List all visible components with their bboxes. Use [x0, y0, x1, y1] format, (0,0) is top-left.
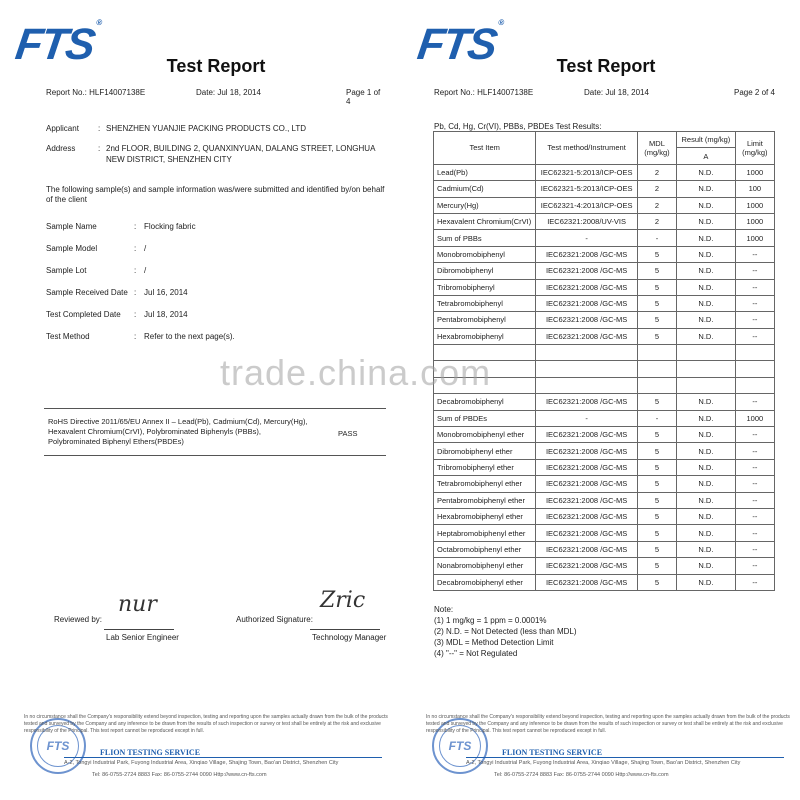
- cell-mdl: 5: [637, 558, 676, 574]
- conclusion-text: RoHS Directive 2011/65/EU Annex II – Lead(Pb), Cadmium(Cd), Mercury(Hg), Hexavalent Chromium(CrVI), Polybrominated Biphenyls (PBBs), Polybrominated Biphenyl Ethers(PBDEs): [48, 417, 308, 446]
- sample-field-row: [46, 309, 386, 321]
- authorizer-title: Technology Manager: [312, 633, 387, 642]
- sample-field-colon: :: [134, 288, 137, 297]
- cell-result: N.D.: [677, 541, 736, 557]
- table-row: [434, 541, 775, 557]
- cell-mdl: 5: [637, 279, 676, 295]
- company-seal: FTS: [30, 718, 86, 774]
- authorized-label: Authorized Signature:: [236, 615, 313, 624]
- table-row: [434, 197, 775, 213]
- sample-field-label: Sample Lot: [46, 266, 87, 275]
- cell-test-item: Octabromobiphenyl ether: [434, 541, 536, 557]
- cell-limit: --: [735, 328, 774, 344]
- report-page-1: [0, 0, 392, 800]
- table-row: [434, 230, 775, 246]
- cell-result: N.D.: [677, 263, 736, 279]
- address-value: 2nd FLOOR, BUILDING 2, QUANXINYUAN, DALANG STREET, LONGHUA NEW DISTRICT, SHENZHEN CITY: [106, 144, 375, 164]
- cell-result: N.D.: [677, 394, 736, 410]
- applicant-value: SHENZHEN YUANJIE PACKING PRODUCTS CO., LTD: [106, 124, 307, 133]
- applicant-row: Applicant : SHENZHEN YUANJIE PACKING PRODUCTS CO., LTD: [46, 123, 386, 135]
- table-row: [434, 181, 775, 197]
- cell-result: N.D.: [677, 492, 736, 508]
- cell-method: IEC62321:2008 /GC-MS: [536, 459, 637, 475]
- sample-field-colon: :: [134, 222, 137, 231]
- cell-method: IEC62321:2008 /GC-MS: [536, 295, 637, 311]
- footer-brand: FLION TESTING SERVICE: [100, 748, 201, 757]
- reviewer-signature-line: [104, 629, 174, 630]
- cell-limit: 100: [735, 181, 774, 197]
- authorizer-signature-line: [310, 629, 380, 630]
- col-limit: Limit (mg/kg): [735, 132, 774, 165]
- cell-result: N.D.: [677, 443, 736, 459]
- cell-mdl: 5: [637, 459, 676, 475]
- cell-result: N.D.: [677, 427, 736, 443]
- sample-field-label: Test Method: [46, 332, 90, 341]
- cell-mdl: -: [637, 230, 676, 246]
- cell-method: IEC62321:2008 /GC-MS: [536, 574, 637, 590]
- sample-field-label: Test Completed Date: [46, 310, 121, 319]
- sample-field-value: Jul 16, 2014: [144, 288, 188, 297]
- cell-test-item: Tribromobiphenyl ether: [434, 459, 536, 475]
- cell-test-item: Tetrabromobiphenyl: [434, 295, 536, 311]
- cell-method: IEC62321:2008 /GC-MS: [536, 508, 637, 524]
- cell-method: IEC62321:2008 /GC-MS: [536, 541, 637, 557]
- notes-block: [434, 604, 577, 659]
- col-mdl: MDL (mg/kg): [637, 132, 676, 165]
- cell-method: IEC62321:2008 /GC-MS: [536, 279, 637, 295]
- cell-test-item: Lead(Pb): [434, 164, 536, 180]
- footer-contact: Tel: 86-0755-2724 8883 Fax: 86-0755-2744 0090 Http://www.cn-fts.com: [92, 772, 267, 778]
- cell-method: IEC62321-5:2013/ICP-OES: [536, 164, 637, 180]
- cell-method: IEC62321:2008 /GC-MS: [536, 312, 637, 328]
- cell-method: [536, 377, 637, 393]
- cell-limit: --: [735, 279, 774, 295]
- cell-result: N.D.: [677, 164, 736, 180]
- disclaimer-text: In no circumstance shall the Company's responsibility extend beyond inspection, testing and reporting upon the samples actually drawn from the bulk of the products tested and surveyed by the Company and any inference to be drawn from the results of such inspection or survey or test shall be entirely at the risk and exclusive responsibility of the Principal. This test report cannot be reproduced except in full.: [426, 714, 790, 734]
- company-seal: FTS: [432, 718, 488, 774]
- address-label: Address: [46, 144, 76, 153]
- cell-test-item: Heptabromobiphenyl ether: [434, 525, 536, 541]
- cell-result: N.D.: [677, 574, 736, 590]
- footer-brand: FLION TESTING SERVICE: [502, 748, 603, 757]
- cell-method: IEC62321:2008 /GC-MS: [536, 443, 637, 459]
- table-row: [434, 410, 775, 426]
- cell-limit: --: [735, 525, 774, 541]
- sample-field-colon: :: [134, 310, 137, 319]
- page-title: Test Report: [166, 56, 266, 76]
- sample-field-row: [46, 221, 386, 233]
- cell-mdl: 5: [637, 476, 676, 492]
- report-number: Report No.: HLF14007138E: [46, 88, 146, 97]
- cell-test-item: Sum of PBBs: [434, 230, 536, 246]
- sample-field-value: Flocking fabric: [144, 222, 196, 231]
- footer-rule: [466, 757, 784, 758]
- cell-result: [677, 361, 736, 377]
- cell-result: [677, 377, 736, 393]
- cell-mdl: 5: [637, 328, 676, 344]
- cell-method: IEC62321:2008 /GC-MS: [536, 427, 637, 443]
- report-date: Date: Jul 18, 2014: [196, 88, 261, 97]
- disclaimer-text: In no circumstance shall the Company's responsibility extend beyond inspection, testing and reporting upon the samples actually drawn from the bulk of the products tested and surveyed by the Company and any inference to be drawn from the results of such inspection or survey or test shall be entirely at the risk and exclusive responsibility of the Principal. This test report cannot be reproduced except in full.: [24, 714, 388, 734]
- sample-field-value: Jul 18, 2014: [144, 310, 188, 319]
- cell-mdl: 5: [637, 541, 676, 557]
- footer-rule: [64, 757, 382, 758]
- table-row: [434, 164, 775, 180]
- table-row: [434, 328, 775, 344]
- reviewer-signature: nur: [118, 592, 157, 617]
- cell-test-item: Pentabromobiphenyl ether: [434, 492, 536, 508]
- intro-text: The following sample(s) and sample information was/were submitted and identified by/on behalf of the client: [46, 185, 385, 204]
- cell-result: N.D.: [677, 197, 736, 213]
- cell-method: -: [536, 410, 637, 426]
- table-row: [434, 213, 775, 229]
- sample-field-value: /: [144, 266, 147, 275]
- cell-limit: --: [735, 394, 774, 410]
- cell-test-item: Hexabromobiphenyl: [434, 328, 536, 344]
- footer-contact: Tel: 86-0755-2724 8883 Fax: 86-0755-2744 0090 Http://www.cn-fts.com: [494, 772, 669, 778]
- cell-method: IEC62321:2008 /GC-MS: [536, 394, 637, 410]
- cell-mdl: -: [637, 410, 676, 426]
- page-gap: [392, 0, 402, 800]
- table-row: [434, 394, 775, 410]
- cell-method: [536, 361, 637, 377]
- cell-test-item: Pentabromobiphenyl: [434, 312, 536, 328]
- cell-mdl: 5: [637, 492, 676, 508]
- results-caption: Pb, Cd, Hg, Cr(VI), PBBs, PBDEs Test Results:: [434, 122, 602, 131]
- report-number: Report No.: HLF14007138E: [434, 88, 534, 97]
- cell-mdl: 2: [637, 181, 676, 197]
- cell-limit: --: [735, 541, 774, 557]
- applicant-label: Applicant: [46, 124, 79, 133]
- cell-test-item: Mercury(Hg): [434, 197, 536, 213]
- page-number: Page 2 of 4: [734, 88, 775, 97]
- cell-limit: 1000: [735, 410, 774, 426]
- conclusion-box: [44, 408, 386, 456]
- cell-mdl: 5: [637, 312, 676, 328]
- table-row: [434, 427, 775, 443]
- cell-test-item: Hexavalent Chromium(CrVI): [434, 213, 536, 229]
- cell-mdl: 5: [637, 525, 676, 541]
- cell-limit: --: [735, 312, 774, 328]
- cell-limit: --: [735, 295, 774, 311]
- footer-address: A-2, Tongyi Industrial Park, Fuyong Industrial Area, Xinqiao Village, Shajing Town, Bao'an District, Shenzhen City: [466, 760, 741, 766]
- sample-field-row: [46, 287, 386, 299]
- cell-method: IEC62321:2008 /GC-MS: [536, 263, 637, 279]
- cell-result: N.D.: [677, 230, 736, 246]
- cell-limit: 1000: [735, 164, 774, 180]
- cell-mdl: 5: [637, 443, 676, 459]
- reviewer-title: Lab Senior Engineer: [106, 633, 179, 642]
- fts-logo: FTS®: [12, 18, 103, 69]
- cell-limit: [735, 345, 774, 361]
- cell-test-item: Dibromobiphenyl ether: [434, 443, 536, 459]
- cell-mdl: [637, 345, 676, 361]
- cell-limit: --: [735, 246, 774, 262]
- cell-method: -: [536, 230, 637, 246]
- cell-result: [677, 345, 736, 361]
- cell-test-item: Monobromobiphenyl ether: [434, 427, 536, 443]
- table-row: [434, 312, 775, 328]
- cell-method: IEC62321:2008 /GC-MS: [536, 525, 637, 541]
- col-test-item: Test Item: [434, 132, 536, 165]
- cell-mdl: 2: [637, 197, 676, 213]
- cell-limit: --: [735, 476, 774, 492]
- cell-limit: --: [735, 508, 774, 524]
- cell-limit: --: [735, 558, 774, 574]
- cell-test-item: Decabromobiphenyl: [434, 394, 536, 410]
- table-row: [434, 443, 775, 459]
- conclusion-result: PASS: [338, 429, 358, 438]
- sample-field-label: Sample Name: [46, 222, 97, 231]
- cell-result: N.D.: [677, 525, 736, 541]
- cell-result: N.D.: [677, 558, 736, 574]
- cell-mdl: 2: [637, 213, 676, 229]
- note-line: (1) 1 mg/kg = 1 ppm = 0.0001%: [434, 616, 547, 625]
- table-row: [434, 459, 775, 475]
- cell-test-item: Sum of PBDEs: [434, 410, 536, 426]
- cell-mdl: 5: [637, 394, 676, 410]
- cell-limit: [735, 361, 774, 377]
- address-row: Address : 2nd FLOOR, BUILDING 2, QUANXINYUAN, DALANG STREET, LONGHUA NEW DISTRICT, SHENZHEN CITY: [46, 144, 375, 164]
- cell-method: [536, 345, 637, 361]
- cell-limit: [735, 377, 774, 393]
- cell-method: IEC62321-5:2013/ICP-OES: [536, 181, 637, 197]
- cell-method: IEC62321:2008 /GC-MS: [536, 476, 637, 492]
- cell-test-item: Hexabromobiphenyl ether: [434, 508, 536, 524]
- table-row: [434, 295, 775, 311]
- reviewed-label: Reviewed by:: [54, 615, 103, 624]
- cell-result: N.D.: [677, 312, 736, 328]
- table-row: [434, 508, 775, 524]
- page-number: Page 1 of 4: [346, 88, 381, 106]
- sample-field-label: Sample Received Date: [46, 288, 128, 297]
- table-row: [434, 574, 775, 590]
- cell-mdl: 5: [637, 508, 676, 524]
- sample-field-value: /: [144, 244, 147, 253]
- cell-test-item: Nonabromobiphenyl ether: [434, 558, 536, 574]
- table-row: [434, 263, 775, 279]
- watermark: trade.china.com: [220, 352, 492, 393]
- cell-limit: 1000: [735, 213, 774, 229]
- cell-result: N.D.: [677, 508, 736, 524]
- table-row: [434, 246, 775, 262]
- note-line: Note:: [434, 605, 454, 614]
- table-row: [434, 279, 775, 295]
- sample-field-row: [46, 265, 386, 277]
- sample-field-label: Sample Model: [46, 244, 98, 253]
- sample-field-row: [46, 243, 386, 255]
- cell-limit: 1000: [735, 230, 774, 246]
- fts-logo: FTS®: [414, 18, 505, 69]
- cell-test-item: Tetrabromobiphenyl ether: [434, 476, 536, 492]
- cell-mdl: 5: [637, 295, 676, 311]
- note-line: (4) "--" = Not Regulated: [434, 649, 518, 658]
- cell-result: N.D.: [677, 181, 736, 197]
- cell-mdl: 5: [637, 246, 676, 262]
- table-row: [434, 558, 775, 574]
- sample-field-colon: :: [134, 244, 137, 253]
- cell-mdl: 5: [637, 574, 676, 590]
- report-page-2: [402, 0, 794, 800]
- sample-field-colon: :: [134, 332, 137, 341]
- cell-result: N.D.: [677, 279, 736, 295]
- cell-result: N.D.: [677, 295, 736, 311]
- page-title: Test Report: [556, 56, 656, 76]
- table-row: [434, 492, 775, 508]
- col-method: Test method/Instrument: [536, 132, 637, 165]
- cell-method: IEC62321:2008 /GC-MS: [536, 558, 637, 574]
- cell-limit: --: [735, 427, 774, 443]
- cell-method: IEC62321-4:2013/ICP-OES: [536, 197, 637, 213]
- cell-mdl: 5: [637, 263, 676, 279]
- cell-mdl: [637, 377, 676, 393]
- authorizer-signature: Zric: [320, 588, 366, 613]
- cell-limit: --: [735, 459, 774, 475]
- footer-address: A-2, Tongyi Industrial Park, Fuyong Industrial Area, Xinqiao Village, Shajing Town, Bao'an District, Shenzhen City: [64, 760, 339, 766]
- cell-limit: --: [735, 492, 774, 508]
- cell-method: IEC62321:2008 /GC-MS: [536, 328, 637, 344]
- table-row: [434, 476, 775, 492]
- cell-limit: --: [735, 574, 774, 590]
- col-result-sample: A: [677, 148, 736, 164]
- cell-result: N.D.: [677, 213, 736, 229]
- cell-mdl: 5: [637, 427, 676, 443]
- cell-method: IEC62321:2008 /GC-MS: [536, 246, 637, 262]
- note-line: (2) N.D. = Not Detected (less than MDL): [434, 627, 577, 636]
- note-line: (3) MDL = Method Detection Limit: [434, 638, 554, 647]
- sample-field-value: Refer to the next page(s).: [144, 332, 235, 341]
- cell-test-item: Dibromobiphenyl: [434, 263, 536, 279]
- cell-result: N.D.: [677, 459, 736, 475]
- cell-limit: 1000: [735, 197, 774, 213]
- sample-field-colon: :: [134, 266, 137, 275]
- cell-limit: --: [735, 443, 774, 459]
- cell-test-item: Tribromobiphenyl: [434, 279, 536, 295]
- cell-limit: --: [735, 263, 774, 279]
- cell-result: N.D.: [677, 476, 736, 492]
- report-date: Date: Jul 18, 2014: [584, 88, 649, 97]
- col-result: Result (mg/kg): [677, 132, 736, 148]
- table-row: [434, 525, 775, 541]
- cell-method: IEC62321:2008 /GC-MS: [536, 492, 637, 508]
- cell-method: IEC62321:2008/UV-VIS: [536, 213, 637, 229]
- cell-result: N.D.: [677, 328, 736, 344]
- cell-result: N.D.: [677, 410, 736, 426]
- cell-result: N.D.: [677, 246, 736, 262]
- cell-test-item: Monobromobiphenyl: [434, 246, 536, 262]
- cell-mdl: [637, 361, 676, 377]
- cell-test-item: Decabromobiphenyl ether: [434, 574, 536, 590]
- cell-mdl: 2: [637, 164, 676, 180]
- cell-test-item: Cadmium(Cd): [434, 181, 536, 197]
- sample-field-row: [46, 331, 386, 343]
